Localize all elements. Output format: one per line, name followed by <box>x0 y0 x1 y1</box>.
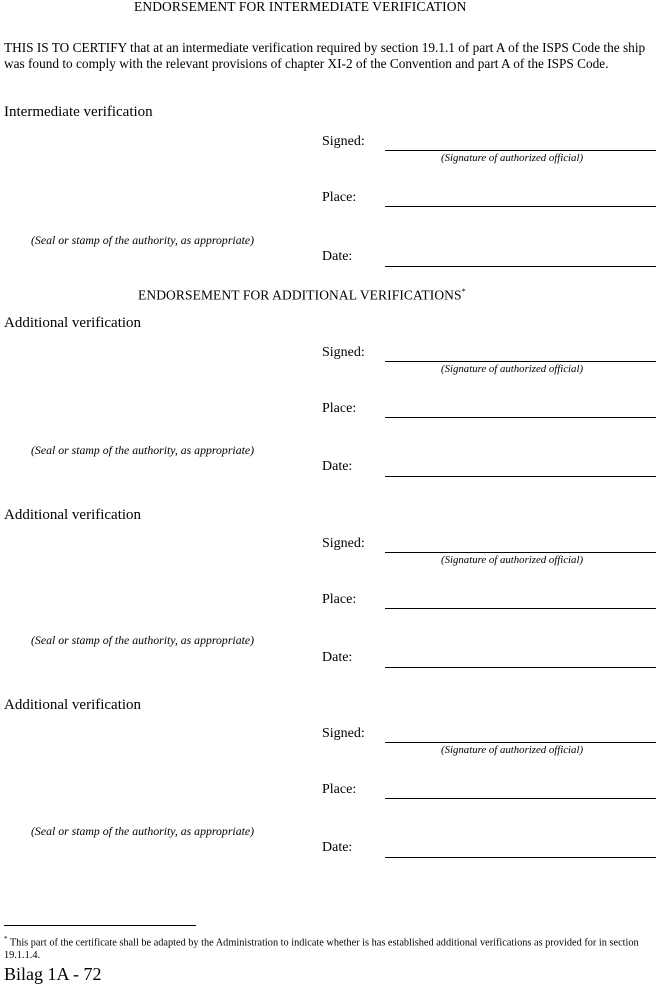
signed-label: Signed: <box>322 726 365 741</box>
signature-line[interactable] <box>385 552 656 553</box>
date-line[interactable] <box>385 476 656 477</box>
page-label: Bilag 1A - 72 <box>4 964 102 984</box>
signature-caption: (Signature of authorized official) <box>441 363 584 375</box>
place-line[interactable] <box>385 206 656 207</box>
seal-stamp-note: (Seal or stamp of the authority, as appropriate) <box>31 443 255 457</box>
signature-line[interactable] <box>385 742 656 743</box>
date-line[interactable] <box>385 266 656 267</box>
seal-stamp-note: (Seal or stamp of the authority, as appropriate) <box>31 633 255 647</box>
date-line[interactable] <box>385 667 656 668</box>
date-line[interactable] <box>385 857 656 858</box>
date-label: Date: <box>322 840 353 855</box>
footnote-divider <box>4 925 196 926</box>
date-label: Date: <box>322 650 353 665</box>
place-line[interactable] <box>385 798 656 799</box>
signature-line[interactable] <box>385 150 656 151</box>
section-heading: Intermediate verification <box>4 104 153 120</box>
additional-title-text: ENDORSEMENT FOR ADDITIONAL VERIFICATIONS <box>138 287 462 303</box>
place-line[interactable] <box>385 417 656 418</box>
seal-stamp-note: (Seal or stamp of the authority, as appropriate) <box>31 824 255 838</box>
signed-label: Signed: <box>322 345 365 360</box>
signed-label: Signed: <box>322 536 365 551</box>
footnote-marker: * <box>461 287 466 296</box>
place-label: Place: <box>322 401 357 416</box>
signature-caption: (Signature of authorized official) <box>441 744 584 756</box>
footnote-text: This part of the certificate shall be adapted by the Administration to indicate whether is has established additional verifications as provided for in section 19.1.1.4. <box>4 937 639 962</box>
date-label: Date: <box>322 249 353 264</box>
certify-paragraph: THIS IS TO CERTIFY that at an intermediate verification required by section 19.1.1 of part A of the ISPS Code the ship was found to comply with the relevant provisions of chapter XI-2 of the Convention and part A of the ISPS Code. <box>4 40 646 71</box>
footnote <box>4 933 654 962</box>
signature-caption: (Signature of authorized official) <box>441 152 584 164</box>
seal-stamp-note: (Seal or stamp of the authority, as appropriate) <box>31 233 255 247</box>
intermediate-endorsement-title: ENDORSEMENT FOR INTERMEDIATE VERIFICATION <box>134 0 467 14</box>
place-label: Place: <box>322 782 357 797</box>
place-line[interactable] <box>385 608 656 609</box>
place-label: Place: <box>322 190 357 205</box>
signature-caption: (Signature of authorized official) <box>441 554 584 566</box>
signature-line[interactable] <box>385 361 656 362</box>
footnote-marker: * <box>4 935 8 943</box>
additional-endorsement-title <box>138 287 466 304</box>
section-heading: Additional verification <box>4 697 142 713</box>
place-label: Place: <box>322 592 357 607</box>
signed-label: Signed: <box>322 134 365 149</box>
section-heading: Additional verification <box>4 315 142 331</box>
section-heading: Additional verification <box>4 507 142 523</box>
date-label: Date: <box>322 459 353 474</box>
